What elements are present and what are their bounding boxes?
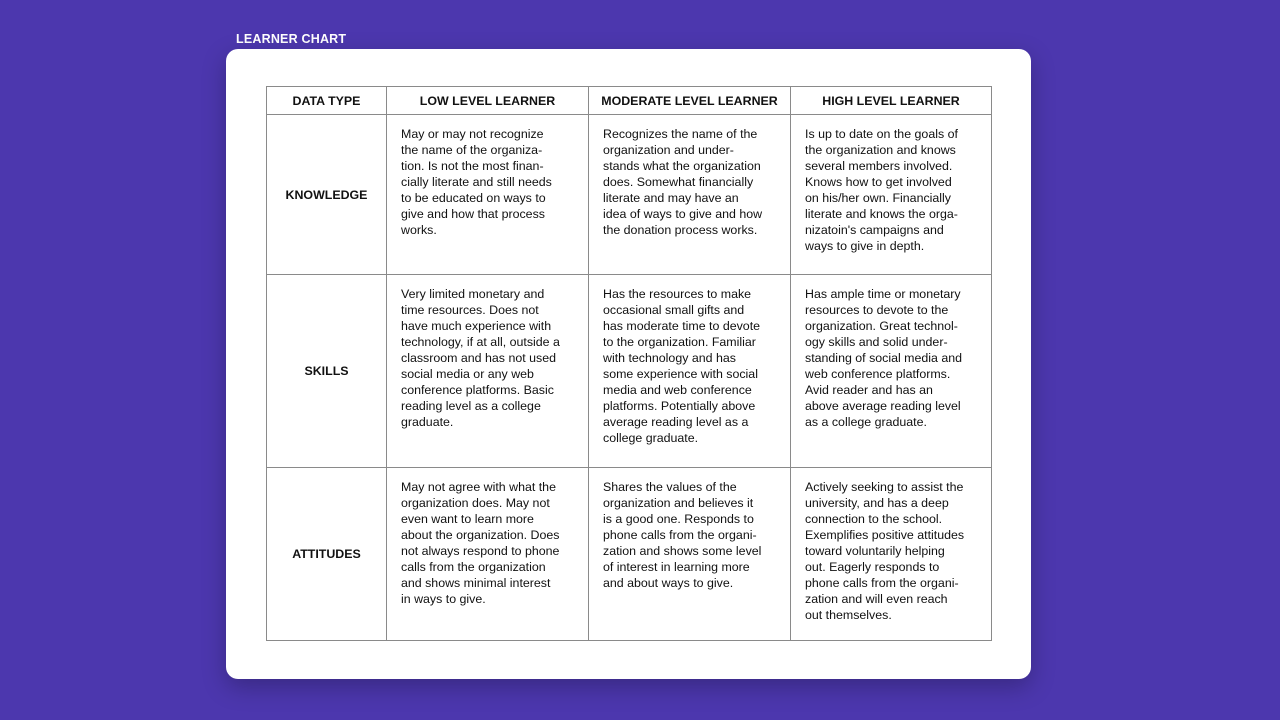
cell-moderate: Recognizes the name of the organization and under- stands what the organization does. Somewhat financially literate and may have an idea of ways to give and how the donation process works. xyxy=(589,115,791,275)
cell-low: Very limited monetary and time resources. Does not have much experience with technology, if at all, outside a classroom and has not used social media or any web conference platforms. Basic reading level as a college graduate. xyxy=(387,275,589,468)
table-row-knowledge xyxy=(267,115,992,275)
header-low-level: LOW LEVEL LEARNER xyxy=(387,87,589,115)
learner-chart-table xyxy=(266,86,992,641)
cell-high: Actively seeking to assist the university, and has a deep connection to the school. Exemplifies positive attitudes toward voluntarily helping out. Eagerly responds to phone calls from the organi- zation and will even reach out themselves. xyxy=(791,468,992,641)
page-title: LEARNER CHART xyxy=(236,32,347,46)
header-high-level: HIGH LEVEL LEARNER xyxy=(791,87,992,115)
header-row xyxy=(267,87,992,115)
learner-chart-card xyxy=(226,49,1031,679)
cell-high: Is up to date on the goals of the organization and knows several members involved. Knows how to get involved on his/her own. Financially literate and knows the orga- nizatoin's campaigns and ways to give in depth. xyxy=(791,115,992,275)
row-type: ATTITUDES xyxy=(267,468,387,641)
header-moderate-level: MODERATE LEVEL LEARNER xyxy=(589,87,791,115)
cell-high: Has ample time or monetary resources to devote to the organization. Great technol- ogy skills and solid under- standing of social media and web conference platforms. Avid reader and has an above average reading level as a college graduate. xyxy=(791,275,992,468)
header-data-type: DATA TYPE xyxy=(267,87,387,115)
cell-low: May not agree with what the organization does. May not even want to learn more about the organization. Does not always respond to phone calls from the organization and shows minimal interest in ways to give. xyxy=(387,468,589,641)
row-type: KNOWLEDGE xyxy=(267,115,387,275)
cell-moderate: Shares the values of the organization and believes it is a good one. Responds to phone calls from the organi- zation and shows some level of interest in learning more and about ways to give. xyxy=(589,468,791,641)
row-type: SKILLS xyxy=(267,275,387,468)
table-row-skills xyxy=(267,275,992,468)
cell-moderate: Has the resources to make occasional small gifts and has moderate time to devote to the organization. Familiar with technology and has some experience with social media and web conference platforms. Potentially above average reading level as a college graduate. xyxy=(589,275,791,468)
table-row-attitudes xyxy=(267,468,992,641)
cell-low: May or may not recognize the name of the organiza- tion. Is not the most finan- cially literate and still needs to be educated on ways to give and how that process works. xyxy=(387,115,589,275)
